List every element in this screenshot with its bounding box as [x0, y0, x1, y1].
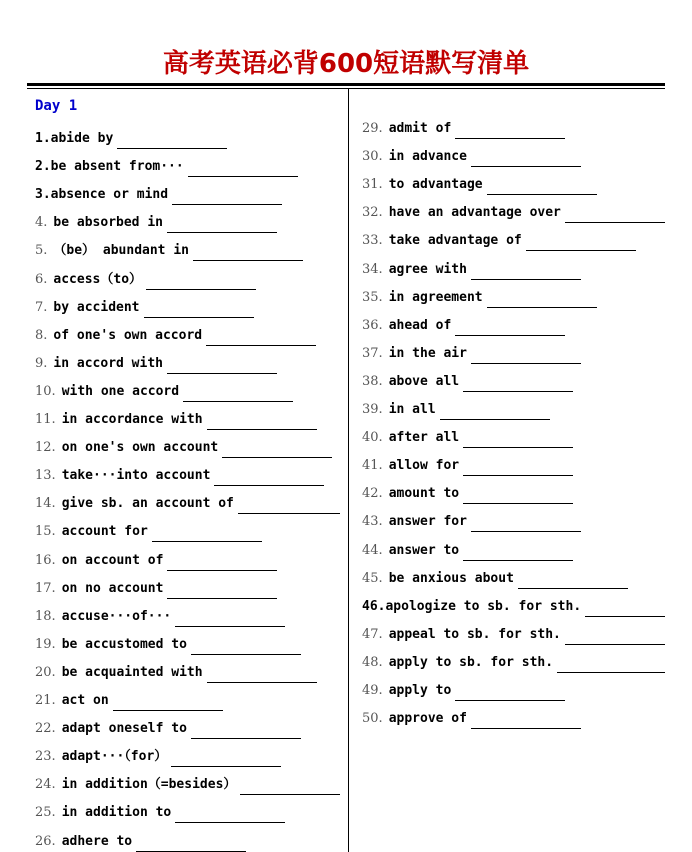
column-divider	[348, 88, 349, 852]
item-phrase: answer for	[388, 514, 467, 530]
item-number: 11.	[35, 412, 56, 427]
phrase-item	[362, 456, 573, 476]
item-phrase: agree with	[388, 261, 467, 277]
answer-blank[interactable]	[171, 752, 281, 767]
item-number: 1.	[35, 131, 51, 146]
item-phrase: take···into account	[61, 468, 211, 484]
phrase-item	[35, 691, 223, 711]
phrase-item	[35, 298, 254, 318]
phrase-item	[35, 607, 285, 627]
item-phrase: absence or mind	[50, 187, 169, 203]
answer-blank[interactable]	[207, 415, 317, 430]
item-number: 9.	[35, 355, 48, 371]
answer-blank[interactable]	[471, 517, 581, 532]
item-number: 38.	[362, 373, 383, 389]
answer-blank[interactable]	[214, 471, 324, 486]
answer-blank[interactable]	[175, 808, 285, 823]
item-number: 44.	[362, 542, 383, 558]
item-phrase: of one's own accord	[53, 327, 203, 343]
phrase-item	[35, 522, 262, 542]
item-phrase: after all	[388, 430, 460, 446]
item-phrase: adapt oneself to	[61, 721, 187, 737]
phrase-item	[35, 157, 298, 177]
phrase-item	[362, 512, 581, 532]
item-number: 20.	[35, 664, 56, 680]
item-phrase: give sb. an account of	[61, 496, 234, 512]
item-number: 36.	[362, 317, 383, 333]
item-number: 39.	[362, 402, 383, 417]
phrase-item	[35, 382, 293, 402]
item-number: 18.	[35, 608, 56, 624]
phrase-item	[35, 410, 317, 430]
item-number: 24.	[35, 777, 56, 793]
answer-blank[interactable]	[440, 405, 550, 420]
item-phrase: in accord with	[53, 355, 163, 371]
phrase-item	[362, 625, 665, 645]
phrase-item	[362, 709, 581, 729]
item-phrase: adhere to	[61, 833, 133, 849]
answer-blank[interactable]	[188, 162, 298, 177]
item-phrase: （be） abundant in	[53, 243, 189, 259]
item-number: 17.	[35, 580, 56, 596]
item-phrase: act on	[61, 693, 109, 708]
answer-blank[interactable]	[463, 377, 573, 392]
item-number: 47.	[362, 626, 383, 642]
item-number: 16.	[35, 552, 56, 568]
item-phrase: in advance	[388, 149, 467, 165]
item-phrase: account for	[61, 524, 148, 540]
item-phrase: have an advantage over	[388, 205, 561, 221]
phrase-item	[35, 129, 227, 149]
answer-blank[interactable]	[172, 190, 282, 205]
item-phrase: with one accord	[61, 383, 180, 399]
item-number: 23.	[35, 749, 56, 765]
answer-blank[interactable]	[463, 433, 573, 448]
item-phrase: appeal to sb. for sth.	[388, 626, 561, 642]
answer-blank[interactable]	[113, 696, 223, 711]
phrase-item	[362, 203, 665, 223]
phrase-item	[362, 653, 665, 673]
answer-blank[interactable]	[152, 527, 262, 542]
item-phrase: allow for	[388, 458, 460, 474]
item-phrase: on account of	[61, 552, 164, 568]
answer-blank[interactable]	[455, 124, 565, 139]
phrase-item	[35, 185, 282, 205]
item-phrase: apply to	[388, 683, 452, 698]
item-phrase: amount to	[388, 486, 460, 502]
item-phrase: adapt···（for）	[61, 749, 168, 765]
item-number: 2.	[35, 159, 51, 175]
item-number: 10.	[35, 383, 56, 399]
item-phrase: on one's own account	[61, 440, 219, 456]
item-number: 34.	[362, 261, 383, 277]
answer-blank[interactable]	[471, 714, 581, 729]
answer-blank[interactable]	[585, 602, 665, 617]
item-number: 35.	[362, 289, 383, 305]
item-phrase: in the air	[388, 345, 467, 361]
answer-blank[interactable]	[526, 236, 636, 251]
phrase-item	[362, 175, 597, 195]
phrase-item	[362, 372, 573, 392]
item-phrase: in addition（=besides）	[61, 777, 237, 793]
item-phrase: accuse···of···	[61, 608, 172, 624]
phrase-item	[35, 803, 285, 823]
phrase-item	[35, 270, 256, 290]
phrase-item	[362, 147, 581, 167]
item-number: 48.	[362, 654, 383, 670]
answer-blank[interactable]	[206, 331, 316, 346]
item-phrase: on no account	[61, 580, 164, 596]
phrase-item	[35, 466, 324, 486]
answer-blank[interactable]	[557, 658, 665, 673]
phrase-item	[35, 579, 277, 599]
item-phrase: apologize to sb. for sth.	[385, 598, 582, 614]
item-number: 40.	[362, 430, 383, 446]
item-number: 45.	[362, 570, 383, 586]
item-number: 8.	[35, 327, 48, 343]
answer-blank[interactable]	[463, 489, 573, 504]
item-number: 7.	[35, 299, 48, 315]
item-phrase: be accustomed to	[61, 636, 187, 652]
phrase-item	[35, 494, 340, 514]
phrase-item	[362, 119, 565, 139]
answer-blank[interactable]	[193, 246, 303, 261]
phrase-item	[362, 260, 581, 280]
item-phrase: abide by	[50, 131, 114, 146]
item-number: 43.	[362, 514, 383, 530]
item-phrase: answer to	[388, 542, 460, 558]
title-rule-thin	[27, 88, 665, 89]
item-number: 3.	[35, 187, 51, 203]
answer-blank[interactable]	[565, 630, 665, 645]
phrase-item	[35, 747, 281, 767]
item-number: 14.	[35, 496, 56, 512]
item-phrase: to advantage	[388, 177, 483, 193]
item-phrase: in accordance with	[61, 412, 203, 427]
item-number: 50.	[362, 711, 383, 727]
answer-blank[interactable]	[463, 461, 573, 476]
answer-blank[interactable]	[167, 584, 277, 599]
item-phrase: above all	[388, 373, 460, 389]
phrase-item	[35, 241, 303, 261]
item-phrase: be acquainted with	[61, 664, 203, 680]
phrase-item	[35, 551, 277, 571]
item-phrase: be absorbed in	[53, 215, 163, 231]
day-heading: Day 1	[35, 98, 78, 114]
item-phrase: approve of	[388, 711, 467, 727]
item-number: 19.	[35, 636, 56, 652]
phrase-item	[362, 344, 581, 364]
answer-blank[interactable]	[167, 556, 277, 571]
answer-blank[interactable]	[463, 546, 573, 561]
phrase-item	[362, 400, 550, 420]
item-number: 42.	[362, 486, 383, 502]
item-number: 6.	[35, 271, 48, 287]
item-number: 26.	[35, 833, 56, 849]
item-number: 29.	[362, 121, 383, 136]
answer-blank[interactable]	[518, 574, 628, 589]
item-number: 12.	[35, 440, 56, 456]
item-number: 41.	[362, 458, 383, 474]
answer-blank[interactable]	[146, 275, 256, 290]
item-number: 22.	[35, 721, 56, 737]
phrase-item	[35, 438, 332, 458]
item-number: 5.	[35, 243, 48, 259]
item-number: 37.	[362, 345, 383, 361]
answer-blank[interactable]	[117, 134, 227, 149]
answer-blank[interactable]	[144, 303, 254, 318]
item-number: 46.	[362, 598, 386, 614]
answer-blank[interactable]	[238, 499, 340, 514]
answer-blank[interactable]	[455, 321, 565, 336]
page-title: 高考英语必背600短语默写清单	[162, 49, 530, 79]
item-phrase: by accident	[53, 299, 140, 315]
item-number: 30.	[362, 149, 383, 165]
answer-blank[interactable]	[222, 443, 332, 458]
answer-blank[interactable]	[191, 724, 301, 739]
answer-blank[interactable]	[565, 208, 665, 223]
item-number: 15.	[35, 524, 56, 540]
item-number: 4.	[35, 215, 48, 231]
item-phrase: admit of	[388, 121, 452, 136]
phrase-item	[35, 719, 301, 739]
answer-blank[interactable]	[471, 265, 581, 280]
phrase-item	[35, 663, 317, 683]
item-phrase: ahead of	[388, 317, 452, 333]
item-phrase: in agreement	[388, 289, 483, 305]
answer-blank[interactable]	[175, 612, 285, 627]
phrase-item	[35, 832, 246, 852]
answer-blank[interactable]	[167, 218, 277, 233]
answer-blank[interactable]	[471, 349, 581, 364]
item-phrase: apply to sb. for sth.	[388, 654, 554, 670]
answer-blank[interactable]	[487, 293, 597, 308]
item-phrase: in all	[388, 402, 436, 417]
item-number: 13.	[35, 468, 56, 484]
item-number: 32.	[362, 205, 383, 221]
answer-blank[interactable]	[191, 640, 301, 655]
answer-blank[interactable]	[183, 387, 293, 402]
item-phrase: be absent from···	[50, 159, 184, 175]
answer-blank[interactable]	[487, 180, 597, 195]
phrase-item	[362, 597, 665, 617]
answer-blank[interactable]	[207, 668, 317, 683]
phrase-item	[362, 428, 573, 448]
phrase-item	[362, 541, 573, 561]
answer-blank[interactable]	[136, 837, 246, 852]
answer-blank[interactable]	[455, 686, 565, 701]
item-number: 31.	[362, 177, 383, 193]
phrase-item	[362, 316, 565, 336]
item-number: 49.	[362, 683, 383, 698]
phrase-item	[35, 354, 277, 374]
phrase-item	[35, 635, 301, 655]
title-rule-thick	[27, 83, 665, 86]
phrase-item	[362, 288, 597, 308]
phrase-item	[362, 484, 573, 504]
answer-blank[interactable]	[471, 152, 581, 167]
item-phrase: access（to）	[53, 271, 143, 287]
item-phrase: take advantage of	[388, 233, 522, 249]
phrase-item	[362, 569, 628, 589]
phrase-item	[362, 681, 565, 701]
phrase-item	[362, 231, 636, 251]
item-phrase: in addition to	[61, 805, 172, 821]
item-number: 25.	[35, 805, 56, 821]
answer-blank[interactable]	[240, 780, 340, 795]
item-number: 21.	[35, 693, 56, 708]
item-number: 33.	[362, 233, 383, 249]
item-phrase: be anxious about	[388, 570, 514, 586]
phrase-item	[35, 213, 277, 233]
phrase-item	[35, 326, 316, 346]
answer-blank[interactable]	[167, 359, 277, 374]
phrase-item	[35, 775, 340, 795]
